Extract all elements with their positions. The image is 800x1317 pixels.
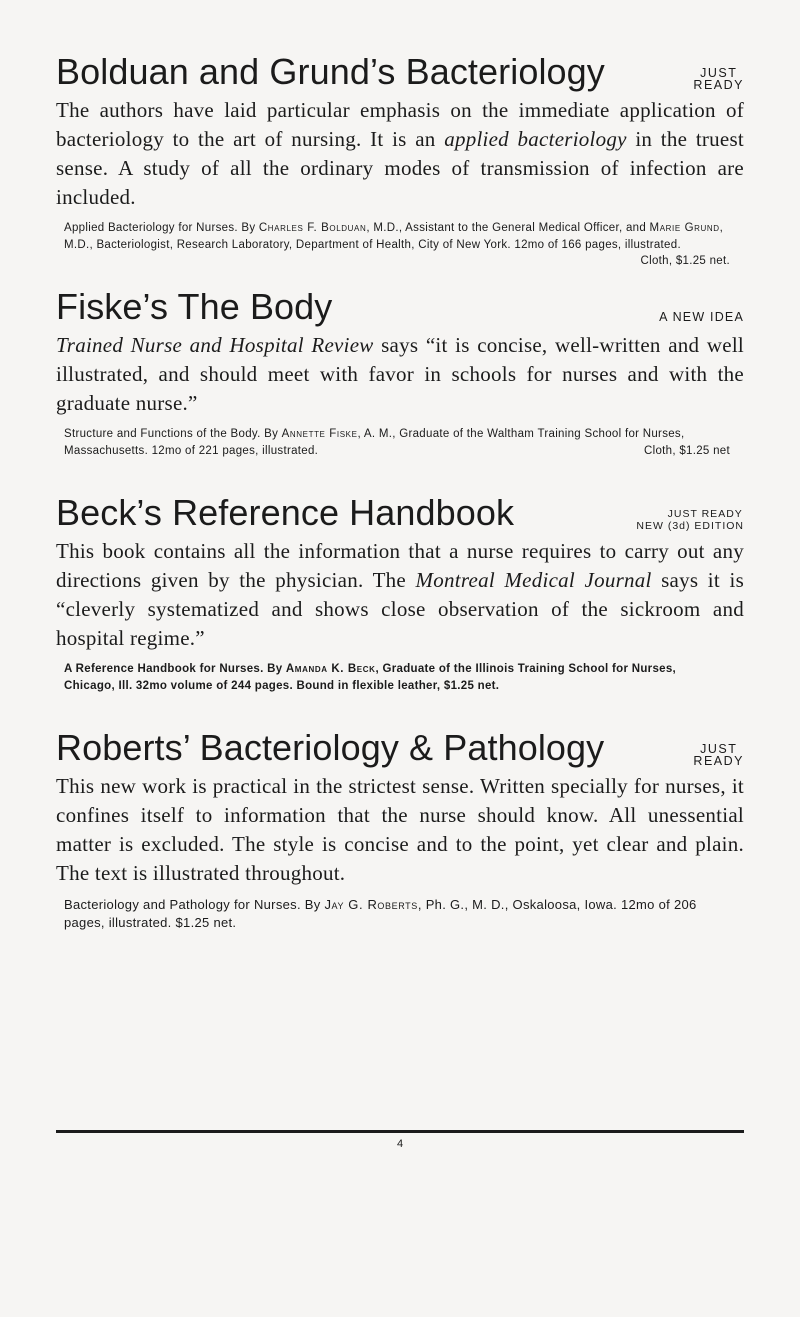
- entry-heading: [56, 285, 744, 329]
- tag-line: NEW (3d) EDITION: [636, 520, 744, 532]
- description-emphasis: applied bacteriology: [444, 127, 627, 151]
- status-tag: [659, 311, 744, 329]
- details-text: A Reference Handbook for Nurses. By: [64, 663, 286, 675]
- details-text: , Ph. G., M. D., Oskaloosa, Iowa. 12mo of 206 pages, illustrated. $1.25 net.: [64, 897, 697, 930]
- book-title: Fiske’s The Body: [56, 286, 333, 327]
- author-name: Jay G. Roberts: [324, 897, 418, 912]
- book-details: [64, 426, 730, 459]
- description-text: says “it is concise, well-written and well illustrated, and should meet with favor in schools for nurses and with the graduate nurse.”: [56, 333, 744, 415]
- tag-line: JUST: [700, 66, 738, 80]
- status-tag: [693, 743, 744, 770]
- description-emphasis: Montreal Medical Journal: [415, 568, 652, 592]
- tag-line: JUST READY: [667, 508, 743, 520]
- entry-heading: [56, 491, 744, 535]
- catalog-page: [56, 50, 744, 932]
- tag-line: A NEW IDEA: [659, 310, 744, 324]
- status-tag: [636, 508, 744, 535]
- tag-line: READY: [693, 78, 744, 92]
- entry-heading: [56, 50, 744, 94]
- book-description: [56, 96, 744, 212]
- description-text: The authors have laid particular emphasis on the immediate application of bacteriology to the art of nursing. It is an: [56, 98, 744, 151]
- tag-line: JUST: [700, 742, 738, 756]
- description-text: says it is “cleverly systematized and shows close observation of the sickroom and hospital regime.”: [56, 568, 745, 650]
- entry-bolduan-grund: [56, 50, 744, 267]
- description-text: in the truest sense. A study of all the ordinary modes of transmission of infection are included.: [56, 127, 744, 209]
- book-description: [56, 772, 744, 888]
- details-text: , Graduate of the Illinois Training School for Nurses, Chicago, Ill. 32mo volume of 244 pages. Bound in flexible leather, $1.25 net.: [64, 663, 677, 692]
- details-text: , M.D., Assistant to the General Medical Officer, and: [366, 222, 650, 234]
- author-name: Amanda K. Beck: [285, 663, 376, 675]
- description-text: This book contains all the information that a nurse requires to carry out any directions given by the physician. The: [56, 539, 744, 592]
- description-emphasis: Trained Nurse and Hospital Review: [56, 333, 374, 357]
- entry-heading: [56, 726, 744, 770]
- book-title: Roberts’ Bacteriology & Pathology: [56, 727, 605, 768]
- details-text: Bacteriology and Pathology for Nurses. By: [64, 897, 325, 912]
- entry-fiske: [56, 285, 744, 459]
- book-description: [56, 331, 744, 418]
- page-number: 4: [396, 1138, 404, 1150]
- book-details: [64, 661, 730, 694]
- details-text: , M.D., Bacteriologist, Research Laboratory, Department of Health, City of New York. 12mo of 166 pages, illustrated.: [64, 222, 724, 251]
- book-price: Cloth, $1.25 net: [644, 444, 730, 457]
- book-details: [64, 220, 730, 267]
- author-name: Annette Fiske: [281, 428, 358, 440]
- details-text: Applied Bacteriology for Nurses. By: [64, 222, 259, 234]
- description-text: This new work is practical in the strictest sense. Written specially for nurses, it confines itself to information that the nurse should know. All unessential matter is excluded. The style is concise and to the point, yet clear and plain. The text is illustrated throughout.: [56, 774, 744, 885]
- book-title: Beck’s Reference Handbook: [56, 492, 515, 533]
- details-text: , A. M., Graduate of the Waltham Training School for Nurses, Massachusetts. 12mo of 221 pages, illustrated.: [64, 428, 685, 457]
- author-name: Charles F. Bolduan: [258, 222, 367, 234]
- book-description: [56, 537, 744, 653]
- bottom-rule: [56, 1130, 744, 1133]
- book-details: [64, 896, 730, 932]
- book-price: Cloth, $1.25 net.: [640, 255, 730, 267]
- tag-line: READY: [693, 754, 744, 768]
- author-name: Marie Grund: [649, 222, 720, 234]
- entry-beck: [56, 491, 744, 694]
- details-text: Structure and Functions of the Body. By: [64, 428, 282, 440]
- book-title: Bolduan and Grund’s Bacteriology: [56, 51, 605, 92]
- entry-roberts: [56, 726, 744, 932]
- status-tag: [693, 67, 744, 94]
